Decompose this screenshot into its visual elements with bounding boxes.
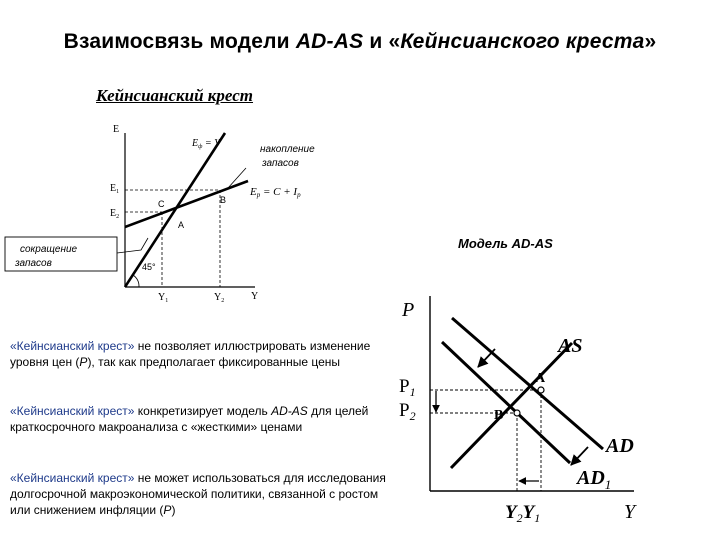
accumulation-label-1: накопление: [260, 144, 315, 155]
ad-shift-arrow-upper: [478, 349, 495, 367]
angle-45-label: 45°: [142, 262, 156, 272]
p2-label: $P_2$: [399, 400, 416, 423]
ad-as-title: Модель AD-AS: [458, 236, 553, 251]
ad-label: AD: [606, 435, 634, 457]
axis-e-label: E: [113, 124, 120, 135]
ad-shift-arrow-lower: [571, 447, 588, 465]
point-a-label: A: [178, 220, 185, 230]
paragraph-1: «Кейнсианский крест» не позволяет иллюстрировать изменение уровня цен (Р), так как предполагает фиксированные цены: [10, 339, 371, 369]
planned-expenditure-line: [125, 181, 248, 227]
axis-p-label: P: [402, 299, 415, 321]
keynesian-cross-title: Кейнсианский крест: [96, 86, 254, 105]
point-a-label-right: A: [535, 371, 546, 386]
point-b-label: B: [220, 195, 227, 205]
axis-y-label: Y: [251, 291, 259, 302]
reduction-pointer: [117, 238, 148, 253]
page-title: Взаимосвязь модели AD-AS и «Кейнсианского креста»: [63, 30, 657, 53]
keynesian-cross-diagram: [5, 124, 315, 304]
y2y1-label: $Y_2Y_1$: [505, 502, 541, 525]
angle-arc: [133, 275, 139, 287]
line-45-degree: [125, 133, 225, 287]
e2-label: $E_2$: [110, 208, 120, 220]
y1-label: $Y_1$: [158, 292, 169, 304]
e1-label: $E_1$: [110, 183, 120, 195]
reduction-label-1: сокращение: [20, 244, 78, 255]
reduction-label-2: запасов: [15, 258, 52, 269]
paragraph-3: «Кейнсианский крест» не может использоваться для исследования долгосрочной макроэкономической политики, связанной с ростом или снижением инфляции (Р): [10, 471, 386, 517]
y2-label: $Y_2$: [214, 292, 225, 304]
accumulation-label-2: запасов: [262, 158, 299, 169]
paragraph-2: «Кейнсианский крест» конкретизирует модель AD-AS для целей краткосрочного макроанализа с «жесткими» ценами: [10, 404, 369, 434]
equilibrium-b-dot: [514, 410, 520, 416]
equilibrium-a-dot: [538, 387, 544, 393]
line-ep-label: Ep = C + Ip: [250, 186, 301, 199]
line-ey-label: $E_ф = Y$: [192, 138, 220, 150]
p1-label: $P_1$: [399, 376, 416, 399]
point-b-label-right: B: [494, 408, 504, 423]
axis-y-label-right: Y: [624, 501, 636, 523]
ad-as-diagram: [399, 296, 637, 525]
as-label: AS: [558, 335, 583, 357]
ad1-label: $AD_1$: [577, 467, 612, 492]
point-c-label: C: [158, 199, 165, 209]
